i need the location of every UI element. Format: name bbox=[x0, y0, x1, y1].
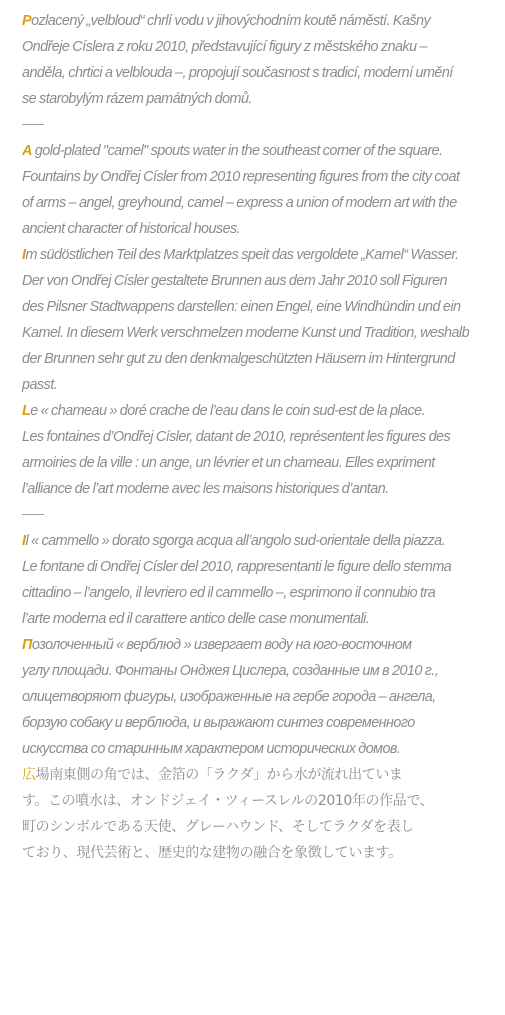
text-line: A gold-plated "camel" spouts water in the southeast corner of the square. bbox=[22, 143, 443, 159]
text-line: Der von Ondřej Císler gestaltete Brunnen aus dem Jahr 2010 soll Figuren bbox=[22, 273, 447, 289]
paragraph-italian bbox=[22, 528, 500, 632]
text-line: Fountains by Ondřej Císler from 2010 representing figures from the city coat bbox=[22, 169, 460, 185]
text-line: Kamel. In diesem Werk verschmelzen moderne Kunst und Tradition, weshalb bbox=[22, 325, 470, 341]
text-line: す。この噴水は、オンドジェイ・ツィースレルの2010年の作品で、 bbox=[22, 793, 434, 809]
drop-initial: A bbox=[22, 143, 32, 159]
text-line: Il « cammello » dorato sgorga acqua all’angolo sud-orientale della piazza. bbox=[22, 533, 446, 549]
multilingual-text-block bbox=[22, 8, 500, 866]
text-line: Le « chameau » doré crache de l’eau dans le coin sud-est de la place. bbox=[22, 403, 426, 419]
drop-initial: I bbox=[22, 247, 26, 263]
drop-initial: L bbox=[22, 403, 31, 419]
text-line: ており、現代芸術と、歴史的な建物の融合を象徴しています。 bbox=[22, 845, 402, 861]
text-line: борзую собаку и верблюда, и выражают синтез современного bbox=[22, 715, 415, 731]
drop-initial: P bbox=[22, 13, 32, 29]
text-line: der Brunnen sehr gut zu den denkmalgeschützten Häusern im Hintergrund bbox=[22, 351, 455, 367]
text-line: Позолоченный « верблюд » извергает воду на юго-восточном bbox=[22, 637, 412, 653]
drop-initial: I bbox=[22, 533, 26, 549]
text-line: Pozlacený „velbloud“ chrlí vodu v jihovýchodním koutě náměstí. Kašny bbox=[22, 13, 431, 29]
separator-dash bbox=[22, 502, 44, 528]
text-line: armoiries de la ville : un ange, un lévrier et un chameau. Elles expriment bbox=[22, 455, 435, 471]
text-line: cittadino – l’angelo, il levriero ed il cammello –, esprimono il connubio tra bbox=[22, 585, 436, 601]
paragraph-russian bbox=[22, 632, 500, 762]
text-line: l’alliance de l’art moderne avec les maisons historiques d’antan. bbox=[22, 481, 389, 497]
text-line: Ondřeje Císlera z roku 2010, představující figury z městského znaku – bbox=[22, 39, 427, 55]
paragraph-japanese bbox=[22, 762, 500, 866]
text-line: углу площади. Фонтаны Онджея Цислера, созданные им в 2010 г., bbox=[22, 663, 439, 679]
text-line: Les fontaines d’Ondřej Císler, datant de 2010, représentent les figures des bbox=[22, 429, 451, 445]
paragraph-czech bbox=[22, 8, 500, 112]
text-line: олицетворяют фигуры, изображенные на гербе города – ангела, bbox=[22, 689, 436, 705]
separator-dash bbox=[22, 112, 44, 138]
text-line: of arms – angel, greyhound, camel – express a union of modern art with the bbox=[22, 195, 457, 211]
paragraph-german bbox=[22, 242, 500, 398]
drop-initial: 広 bbox=[22, 767, 36, 783]
text-line: Im südöstlichen Teil des Marktplatzes speit das vergoldete „Kamel“ Wasser. bbox=[22, 247, 459, 263]
text-line: 町のシンボルである天使、グレーハウンド、そしてラクダを表し bbox=[22, 819, 414, 835]
text-line: des Pilsner Stadtwappens darstellen: einen Engel, eine Windhündin und ein bbox=[22, 299, 461, 315]
text-line: искусства со старинным характером исторических домов. bbox=[22, 741, 401, 757]
paragraph-french bbox=[22, 398, 500, 502]
text-line: Le fontane di Ondřej Císler del 2010, rappresentanti le figure dello stemma bbox=[22, 559, 452, 575]
text-line: l’arte moderna ed il carattere antico delle case monumentali. bbox=[22, 611, 370, 627]
text-line: anděla, chrtici a velblouda –, propojují současnost s tradicí, moderní umění bbox=[22, 65, 453, 81]
text-line: se starobylým rázem památných domů. bbox=[22, 91, 252, 107]
paragraph-english bbox=[22, 138, 500, 242]
text-line: passt. bbox=[22, 377, 58, 393]
text-line: ancient character of historical houses. bbox=[22, 221, 241, 237]
drop-initial: П bbox=[22, 637, 32, 653]
text-line: 広場南東側の角では、金箔の「ラクダ」から水が流れ出ていま bbox=[22, 767, 403, 783]
